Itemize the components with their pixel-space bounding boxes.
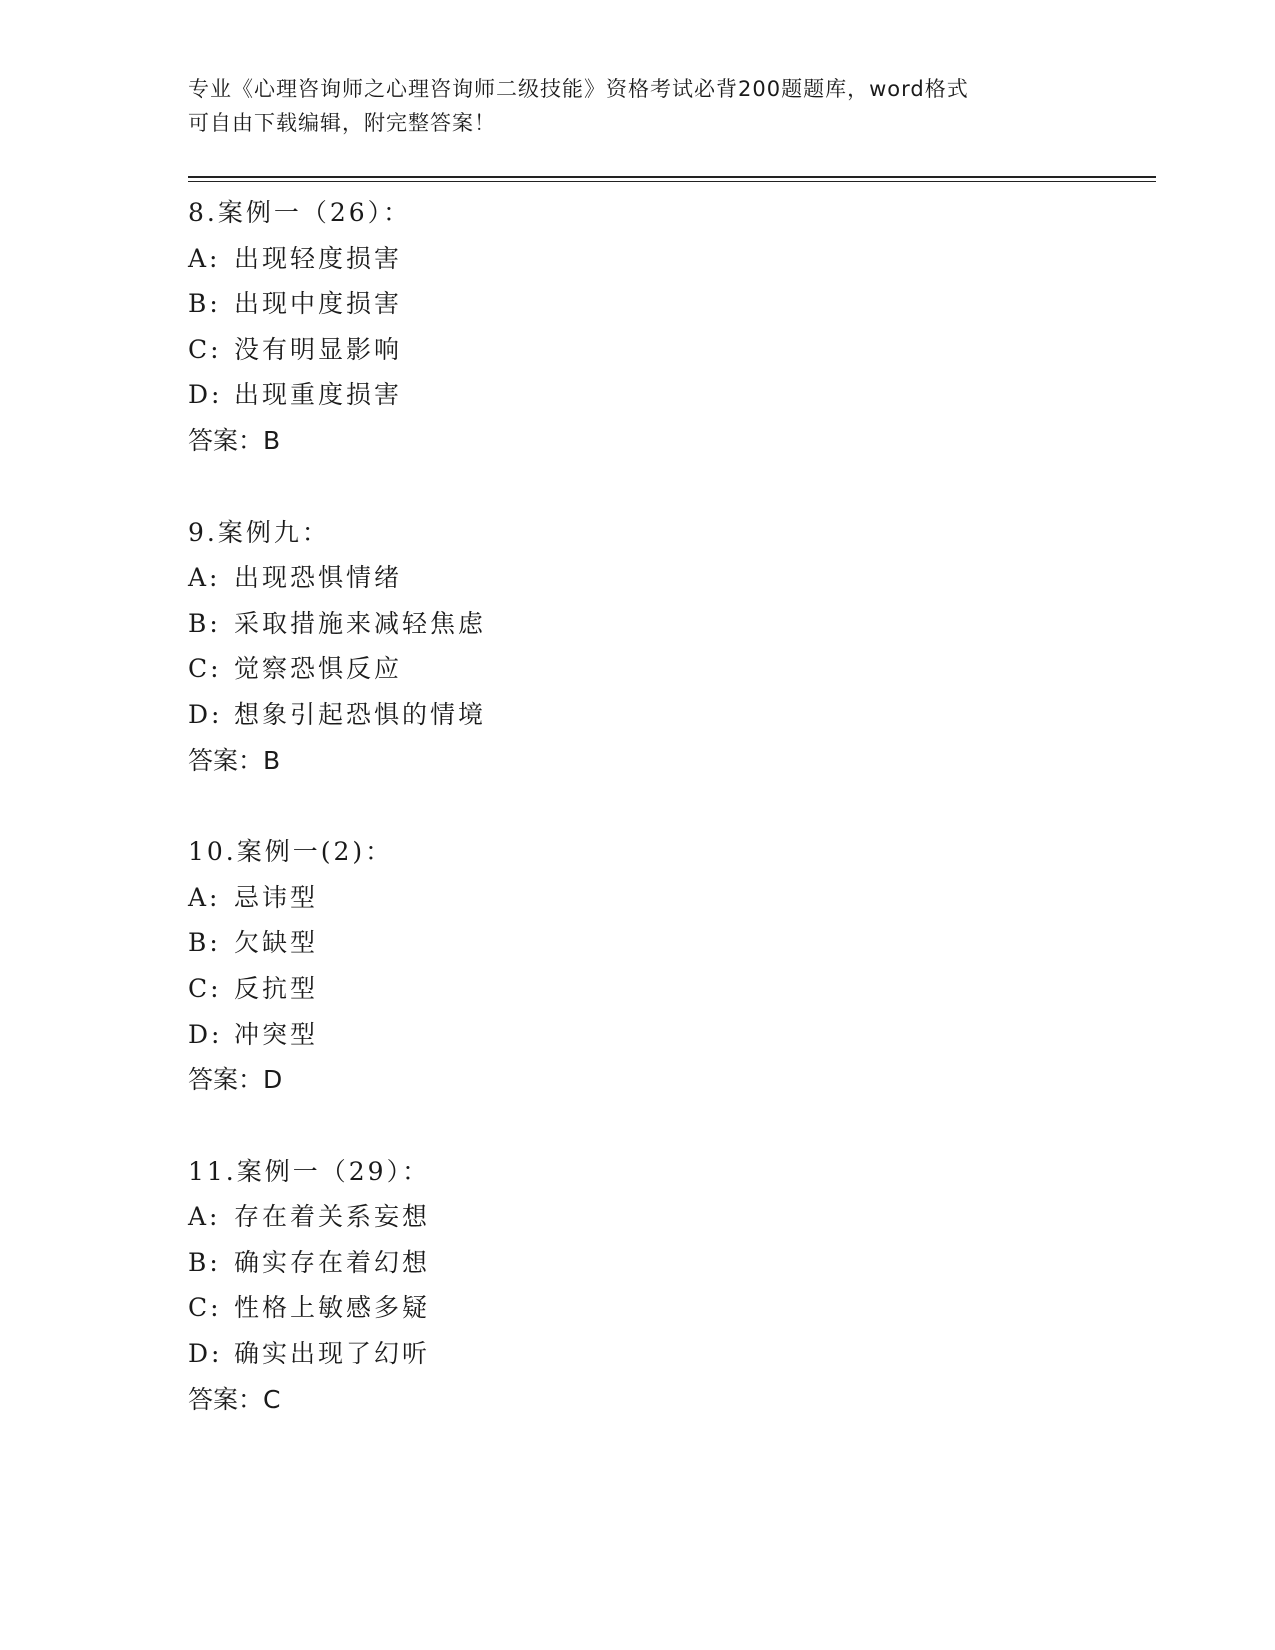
option-letter: B: [188,289,221,319]
option-b [188,281,1148,327]
option-letter: D: [188,699,223,729]
option-letter: C: [188,973,222,1003]
option-text: 性格上敏感多疑 [234,1293,431,1323]
header-line-1: 专业《心理咨询师之心理咨询师二级技能》资格考试必背200题题库，word格式 [188,77,969,101]
option-letter: D: [188,380,223,410]
option-text: 存在着关系妄想 [234,1202,431,1232]
question-item [188,829,1148,1103]
question-title: 11.案例一（29）： [188,1156,431,1186]
option-text: 出现轻度损害 [234,243,403,273]
option-letter: A: [188,563,221,593]
option-a [188,875,1148,921]
option-b [188,1240,1148,1286]
option-letter: A: [188,882,221,912]
option-b [188,920,1148,966]
option-c [188,966,1148,1012]
question-title: 9.案例九： [188,517,330,547]
option-text: 忌讳型 [234,882,319,912]
option-a [188,236,1148,282]
option-letter: A: [188,1202,221,1232]
option-text: 采取措施来减轻焦虑 [234,608,487,638]
option-letter: C: [188,334,222,364]
option-letter: D: [188,1019,223,1049]
option-a [188,555,1148,601]
option-a [188,1194,1148,1240]
question-item [188,510,1148,784]
question-item [188,190,1148,464]
option-letter: C: [188,654,222,684]
option-text: 确实出现了幻听 [234,1339,431,1369]
option-d [188,1012,1148,1058]
option-letter: B: [188,1247,221,1277]
option-b [188,601,1148,647]
option-text: 确实存在着幻想 [234,1247,431,1277]
answer-line: 答案：B [188,425,281,455]
question-title: 10.案例一(2)： [188,837,394,867]
option-text: 出现恐惧情绪 [234,563,403,593]
option-text: 出现中度损害 [234,289,403,319]
question-item [188,1149,1148,1423]
option-text: 反抗型 [234,973,319,1003]
option-c [188,327,1148,373]
option-text: 觉察恐惧反应 [234,654,403,684]
document-header [188,72,1088,140]
option-letter: D: [188,1339,223,1369]
option-c [188,646,1148,692]
option-text: 没有明显影响 [234,334,403,364]
option-letter: B: [188,608,221,638]
option-d [188,692,1148,738]
option-text: 想象引起恐惧的情境 [234,699,487,729]
option-letter: B: [188,928,221,958]
header-rule-thin [188,181,1156,182]
option-text: 冲突型 [234,1019,319,1049]
option-d [188,372,1148,418]
option-letter: A: [188,243,221,273]
option-d [188,1331,1148,1377]
question-title: 8.案例一（26）： [188,198,412,227]
header-line-2: 可自由下载编辑，附完整答案！ [188,111,496,135]
option-letter: C: [188,1293,222,1323]
answer-line: 答案：B [188,745,281,775]
answer-line: 答案：C [188,1384,281,1414]
answer-line: 答案：D [188,1065,283,1095]
header-rule-thick [188,176,1156,178]
option-text: 出现重度损害 [234,380,403,410]
option-text: 欠缺型 [234,928,319,958]
question-list [188,190,1148,1468]
option-c [188,1285,1148,1331]
